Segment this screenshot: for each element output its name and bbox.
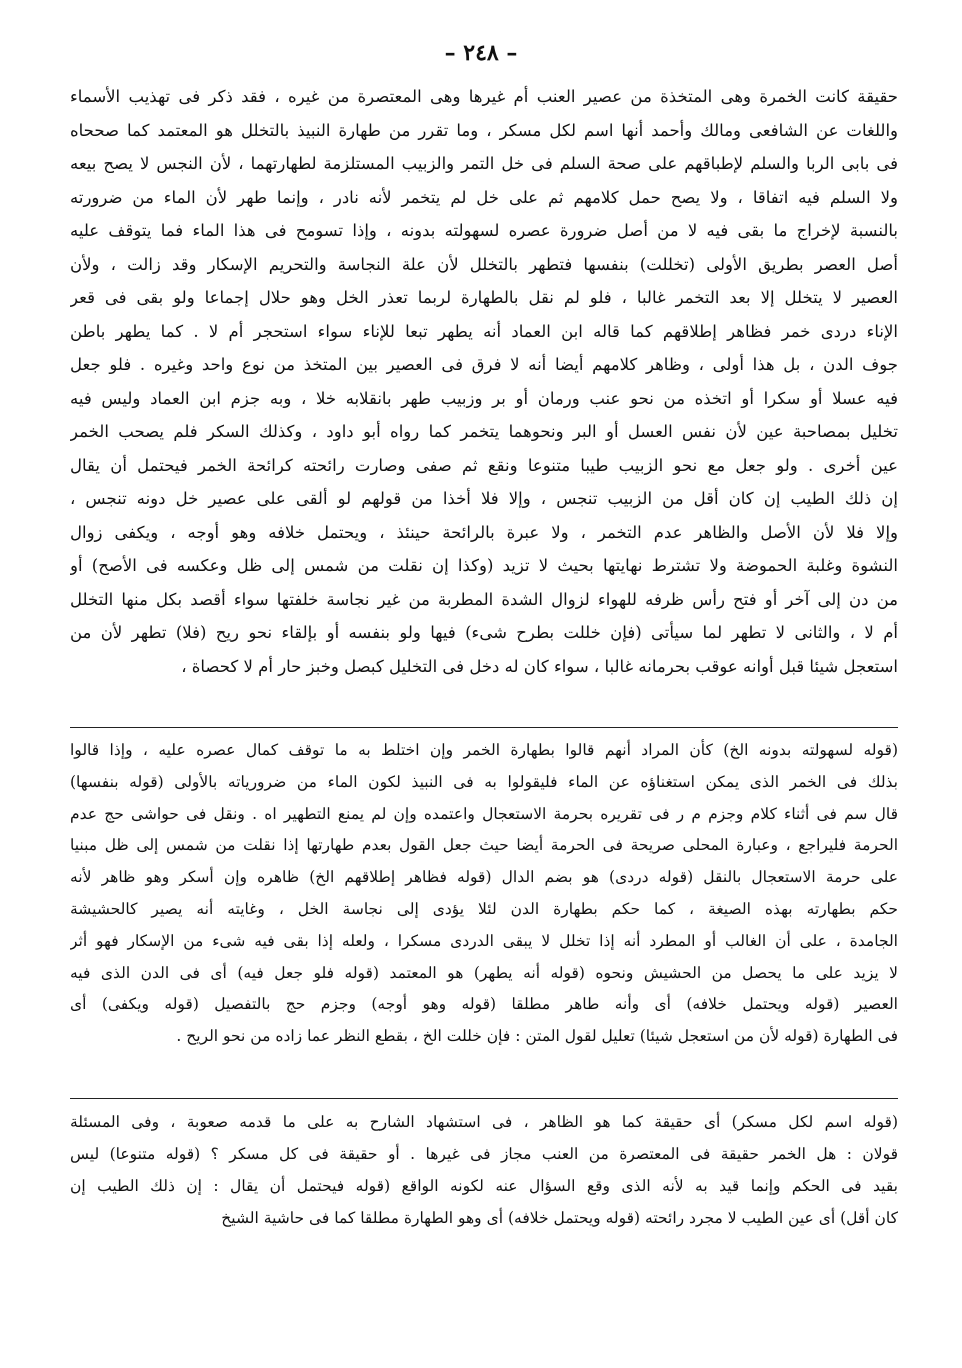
separator-rule bbox=[70, 1098, 898, 1099]
main-text-line: بالنسبة لإخراج ما بقى فيه لا من أصل ضرورة عصره لسهولته بدونه ، وإذا تسومح فى هذا الماء فما يتوقف عليه bbox=[70, 221, 898, 240]
main-text-line: استعجل شيئا قبل أوانه عوقب بحرمانه غالبا ، سواء كان له دخل فى التخليل كبصل وخبز حار أم لا كحصاة ، bbox=[181, 656, 898, 676]
main-text-line: تخليل بمصاحبة عين لأن نفس العسل أو البر ونحوهما يتخمر كما رواه أبو داود ، وكذلك السكر فلم يصحب الخمر bbox=[70, 422, 898, 441]
main-text-line: فى بابى الربا والسلم لإطباقهم على صحة السلم فى خل التمر والزبيب المستلزمة لطهارتهما ، لأن النجس لا يصح بيعه bbox=[70, 154, 898, 173]
footnote-line: لا يزيد على ما يحصل من الحشيش ونحوه (قوله أنه يطهر) هو المعتمد (قوله فلو جعل فيه) أى فى الدن الذى فيه bbox=[70, 963, 898, 982]
page-number: – ٢٤٨ – bbox=[444, 40, 518, 66]
main-text-line: العصير لا يتخلل إلا بعد التخمر غالبا ، فلو لم نقل بالطهارة لربما تعذر الخل وهو حلال إجماعا ولو بقى فى قعر bbox=[70, 288, 898, 307]
footnote-line: بذلك فى الخمر الذى يمكن استغناؤه عن الماء فليقولوا به فى النبيذ لكون الماء من ضرورياته بالأولى (قوله بنفسها) bbox=[70, 772, 898, 791]
main-text-line: واللغات عن الشافعى ومالك وأحمد أنها اسم لكل مسكر ، وما تقرر من طهارة النبيذ بالتخلل هو المعتمد كما صححاه bbox=[70, 120, 898, 140]
footnote-line: بقيد فى الحكم وإنما قيد به لأنه الذى وقع السؤال عنه لكونه الواقع (قوله فيحتمل أن يقال : إن ذلك الطيب إن bbox=[70, 1177, 898, 1195]
main-text-line: الإناء دردى خمر فظاهر إطلاقهم كما قاله ابن العماد أنه يطهر تبعا للإناء سواء استحجر أم لا . كما يطهر باطن bbox=[70, 321, 898, 341]
main-text-block bbox=[70, 80, 898, 683]
footnote-line: (قوله اسم لكل مسكر) أى حقيقة كما هو الظاهر ، فى استشهاد الشارح به على ما قدمه صعوبة ، وفى المسئلة bbox=[70, 1113, 898, 1131]
main-text-line: حقيقة كانت الخمرة وهى المتخذة من عصير العنب أم غيرها وهى المعتصرة من غيره ، فقد ذكر فى تهذيب الأسماء bbox=[70, 87, 898, 106]
footnote-line: على حرمة الاستعجال بالنقل (قوله دردى) هو بضم الدال (قوله فظاهر إطلاقهم الخ) ظاهره وإن أسكر وهو ظاهر لأنه bbox=[70, 868, 898, 887]
main-text-line: أم لا ، والثانى لا تطهر لما سيأتى (فإن خللت بطرح شىء) فيها ولو بنفسه أو بإلقاء نحو ريح (فلا) تطهر لأن من bbox=[70, 623, 898, 642]
footnote-block-1 bbox=[70, 735, 898, 1053]
main-text-line: جوف الدن ، بل هذا أولى ، وظاهر كلامهم أيضا أنه لا فرق فى العصير بين المتخذ من نوع واحد وغيره . فلو جعل bbox=[70, 355, 898, 374]
footnote-line: العصير (قوله ويحتمل خلافه) أى وأنه طاهر مطلقا (قوله وهو أوجه) وجزم حج بالتفصيل (قوله ويكفى) أى bbox=[70, 995, 898, 1014]
main-text-line: أصل العصر بطريق الأولى (تخللت) بنفسها فتطهر بالتخلل لأن علة النجاسة والتحريم الإسكار وقد زالت ، ولأن bbox=[70, 254, 898, 274]
main-text-line: إن ذلك الطيب إن كان أقل من الزبيب تنجس ، وإلا فلا أخذا من قولهم لو ألقى على عصير خل دونه تنجس ، bbox=[70, 489, 898, 508]
footnote-line: حكم بطهارته بهذه الصيغة ، كما حكم بطهارة الدن لئلا يؤدى إلى نجاسة الخل ، وغايته أنه يصير كالحشيشة bbox=[70, 899, 898, 918]
main-text-line: وإلا فلا لأن الأصل والظاهر عدم التخمر ، ولا عبرة بالرائحة حينئذ ، ويحتمل خلافه وهو أوجه ، ويكفى زوال bbox=[70, 522, 898, 542]
footnote-line: قولان : هل الخمر حقيقة فى المعتصرة من العنب مجاز فى غيرها . أو حقيقة فى كل مسكر ؟ (قوله متنوعا) ليس bbox=[70, 1145, 898, 1163]
main-text-line: فيه عسلا أو سكرا أو اتخذه من نحو عنب ورمان أو بر وزبيب طهر بانقلابه خلا ، وبه جزم ابن العماد وليس فيه bbox=[70, 388, 898, 408]
footnote-block-2 bbox=[70, 1106, 898, 1234]
separator-rule bbox=[70, 727, 898, 728]
main-text-line: من دن إلى آخر أو فتح رأس ظرفه للهواء لزوال الشدة المطربة من غير نجاسة خلفتها سواء أقصد بكل منها التخلل bbox=[70, 589, 898, 609]
footnote-line: قال سم فى أثناء كلام وجزم م ر فى تقريره بحرمة الاستعجال واعتمده وإن لم يمنع التطهير اه . ونقل فى حواشى حج عدم bbox=[70, 804, 898, 823]
footnote-line: الحرمة فليراجع ، وعبارة المحلى صريحة فى الحرمة أيضا حيث جعل القول بعدم طهارتها إذا نقلت من شمس إلى ظل مبنيا bbox=[70, 836, 898, 855]
main-text-line: ولا السلم فيه اتفاقا ، ولا يصح حمل كلامهم ثم على خل لم يتخمر لأنه نادر ، وإنما طهر لأن الماء من ضرورته bbox=[70, 187, 898, 207]
footnote-line: كان أقل) أى عين الطيب لا مجرد رائحته (قوله ويحتمل خلافه) أى وهو الطهارة مطلقا كما فى حاشية الشيخ bbox=[221, 1209, 898, 1227]
main-text-line: عين أخرى . ولو جعل مع نحو الزبيب طيبا متنوعا ونقع ثم صفى وصارت رائحته كرائحة الخمر فيحتمل أن يقال bbox=[70, 455, 898, 475]
footnote-line: فى الطهارة (قوله لأن من استعجل شيئا) تعليل لقول المتن : فإن خللت الخ ، بقطع النظر عما زاده من نحو الريح . bbox=[176, 1027, 898, 1046]
main-text-line: النشوة وغلبة الحموضة ولا تشترط نهايتها بحيث لا تزيد (وكذا إن نقلت من شمس إلى ظل وعكسه فى الأصح) أو bbox=[70, 556, 898, 575]
footnote-line: (قوله لسهولته بدونه الخ) كأن المراد أنهم قالوا بطهارة الخمر وإن اختلط به ما توقف كمال عصره عليه ، وإذا قالوا bbox=[70, 741, 898, 759]
footnote-line: الجامدة ، على أن الغالب أو المطرد أنه إذا تخلل لا يبقى الدردى مسكرا ، ولعله إذا بقى فيه شىء من الإسكار فهو أثر bbox=[70, 931, 898, 950]
